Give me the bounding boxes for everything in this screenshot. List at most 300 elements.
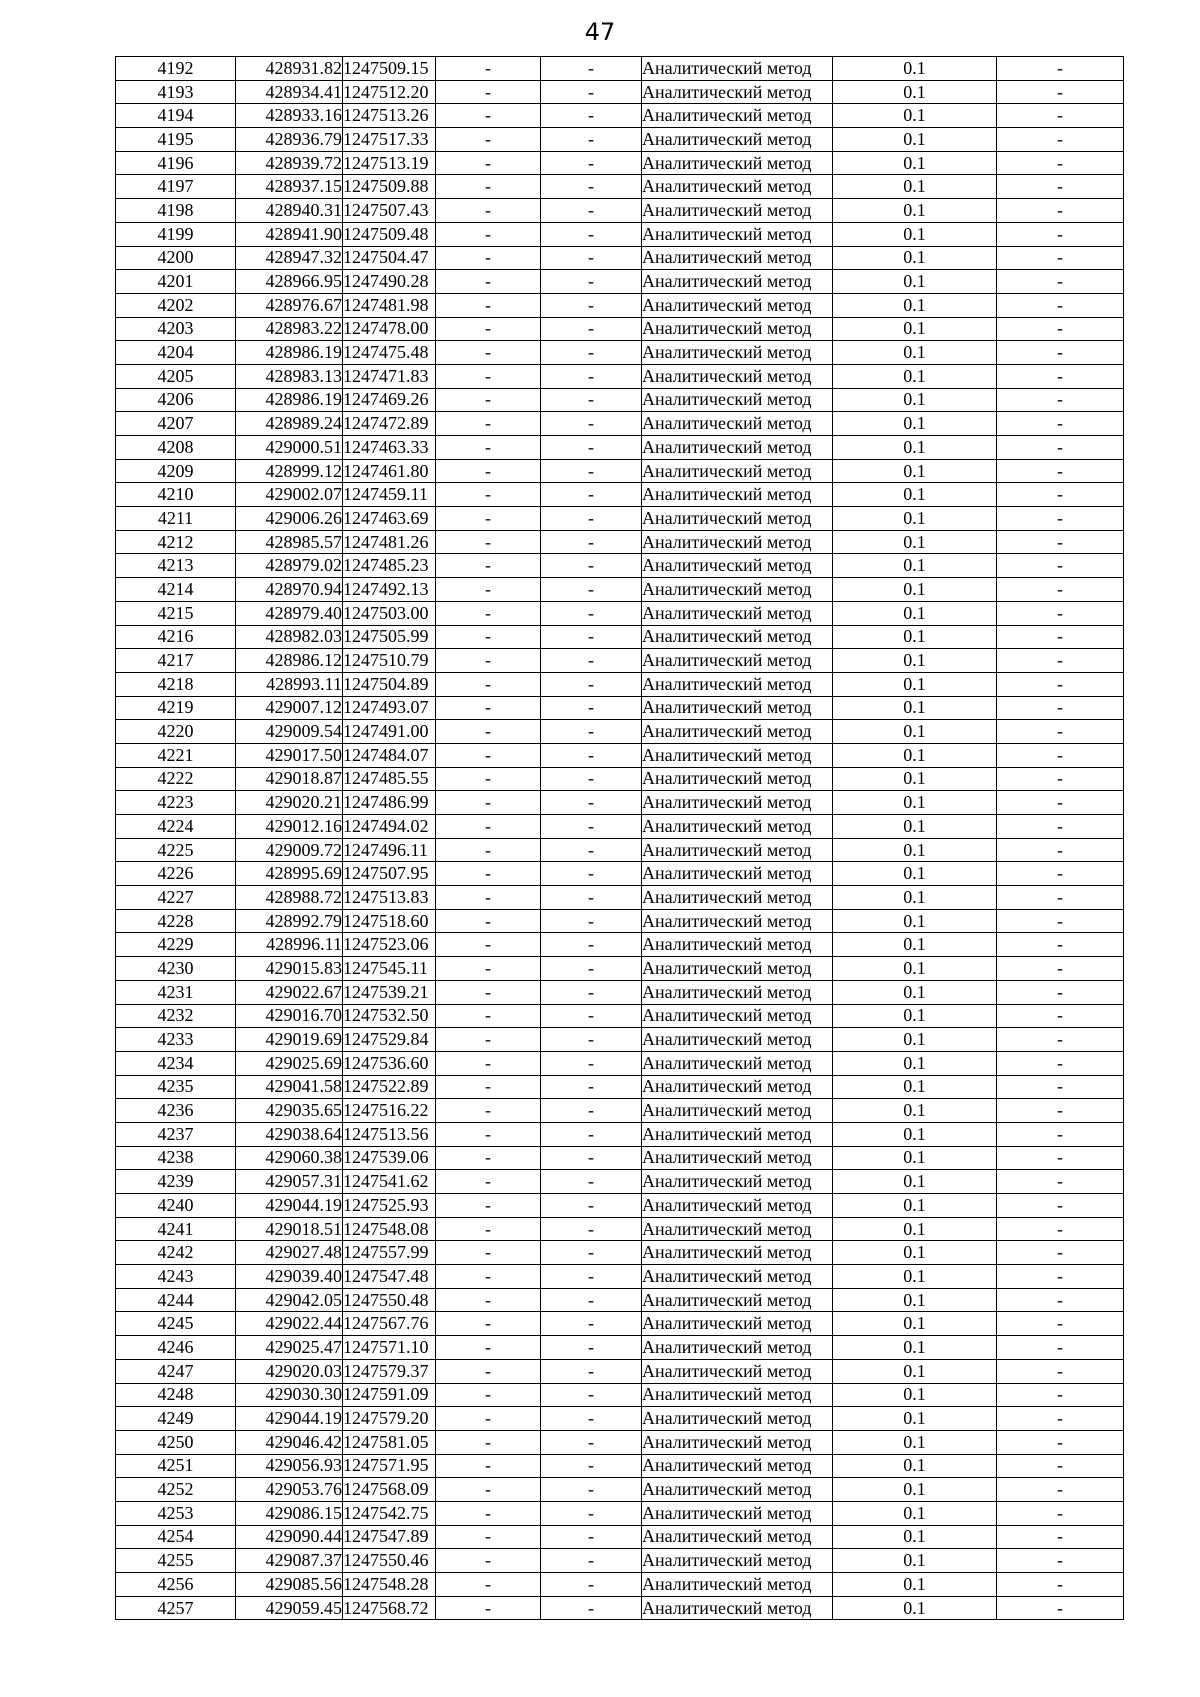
precision-cell: 0.1 bbox=[833, 412, 997, 436]
y-coordinate-cell: 1247529.84 bbox=[343, 1028, 436, 1052]
method-cell: Аналитический метод bbox=[642, 530, 833, 554]
x-coordinate-cell: 429044.19 bbox=[236, 1407, 343, 1431]
x-coordinate-cell: 429002.07 bbox=[236, 483, 343, 507]
y-coordinate-cell: 1247547.48 bbox=[343, 1265, 436, 1289]
empty-value-cell: - bbox=[997, 436, 1124, 460]
method-cell: Аналитический метод bbox=[642, 720, 833, 744]
precision-cell: 0.1 bbox=[833, 1194, 997, 1218]
empty-value-cell: - bbox=[541, 530, 642, 554]
point-number-cell: 4205 bbox=[116, 364, 236, 388]
table-row bbox=[116, 980, 1124, 1004]
table-row bbox=[116, 909, 1124, 933]
empty-value-cell: - bbox=[997, 412, 1124, 436]
empty-value-cell: - bbox=[436, 1217, 541, 1241]
y-coordinate-cell: 1247507.43 bbox=[343, 199, 436, 223]
table-row bbox=[116, 720, 1124, 744]
empty-value-cell: - bbox=[436, 838, 541, 862]
point-number-cell: 4198 bbox=[116, 199, 236, 223]
point-number-cell: 4252 bbox=[116, 1478, 236, 1502]
method-cell: Аналитический метод bbox=[642, 459, 833, 483]
point-number-cell: 4245 bbox=[116, 1312, 236, 1336]
precision-cell: 0.1 bbox=[833, 364, 997, 388]
x-coordinate-cell: 428988.72 bbox=[236, 886, 343, 910]
empty-value-cell: - bbox=[436, 1383, 541, 1407]
empty-value-cell: - bbox=[436, 364, 541, 388]
empty-value-cell: - bbox=[997, 767, 1124, 791]
point-number-cell: 4230 bbox=[116, 957, 236, 981]
y-coordinate-cell: 1247545.11 bbox=[343, 957, 436, 981]
method-cell: Аналитический метод bbox=[642, 1501, 833, 1525]
table-row bbox=[116, 1430, 1124, 1454]
empty-value-cell: - bbox=[997, 1336, 1124, 1360]
x-coordinate-cell: 429018.51 bbox=[236, 1217, 343, 1241]
y-coordinate-cell: 1247571.95 bbox=[343, 1454, 436, 1478]
empty-value-cell: - bbox=[541, 199, 642, 223]
x-coordinate-cell: 429012.16 bbox=[236, 815, 343, 839]
method-cell: Аналитический метод bbox=[642, 1288, 833, 1312]
empty-value-cell: - bbox=[541, 767, 642, 791]
table-row bbox=[116, 578, 1124, 602]
empty-value-cell: - bbox=[436, 791, 541, 815]
empty-value-cell: - bbox=[436, 1051, 541, 1075]
y-coordinate-cell: 1247504.89 bbox=[343, 672, 436, 696]
empty-value-cell: - bbox=[541, 1359, 642, 1383]
table-row bbox=[116, 388, 1124, 412]
y-coordinate-cell: 1247463.33 bbox=[343, 436, 436, 460]
empty-value-cell: - bbox=[436, 1241, 541, 1265]
empty-value-cell: - bbox=[541, 364, 642, 388]
table-row bbox=[116, 57, 1124, 81]
empty-value-cell: - bbox=[436, 199, 541, 223]
empty-value-cell: - bbox=[997, 601, 1124, 625]
empty-value-cell: - bbox=[997, 720, 1124, 744]
empty-value-cell: - bbox=[436, 1146, 541, 1170]
empty-value-cell: - bbox=[541, 980, 642, 1004]
method-cell: Аналитический метод bbox=[642, 791, 833, 815]
empty-value-cell: - bbox=[436, 815, 541, 839]
page-number: 47 bbox=[584, 18, 616, 46]
x-coordinate-cell: 428933.16 bbox=[236, 104, 343, 128]
empty-value-cell: - bbox=[541, 601, 642, 625]
method-cell: Аналитический метод bbox=[642, 1028, 833, 1052]
method-cell: Аналитический метод bbox=[642, 957, 833, 981]
empty-value-cell: - bbox=[541, 1170, 642, 1194]
x-coordinate-cell: 429015.83 bbox=[236, 957, 343, 981]
empty-value-cell: - bbox=[436, 1099, 541, 1123]
y-coordinate-cell: 1247568.72 bbox=[343, 1596, 436, 1620]
empty-value-cell: - bbox=[436, 1454, 541, 1478]
precision-cell: 0.1 bbox=[833, 578, 997, 602]
point-number-cell: 4232 bbox=[116, 1004, 236, 1028]
point-number-cell: 4207 bbox=[116, 412, 236, 436]
table-row bbox=[116, 104, 1124, 128]
x-coordinate-cell: 429020.03 bbox=[236, 1359, 343, 1383]
precision-cell: 0.1 bbox=[833, 1217, 997, 1241]
x-coordinate-cell: 429085.56 bbox=[236, 1573, 343, 1597]
point-number-cell: 4214 bbox=[116, 578, 236, 602]
table-row bbox=[116, 175, 1124, 199]
point-number-cell: 4239 bbox=[116, 1170, 236, 1194]
precision-cell: 0.1 bbox=[833, 483, 997, 507]
point-number-cell: 4200 bbox=[116, 246, 236, 270]
x-coordinate-cell: 429009.72 bbox=[236, 838, 343, 862]
precision-cell: 0.1 bbox=[833, 459, 997, 483]
empty-value-cell: - bbox=[541, 1075, 642, 1099]
y-coordinate-cell: 1247513.56 bbox=[343, 1122, 436, 1146]
point-number-cell: 4215 bbox=[116, 601, 236, 625]
x-coordinate-cell: 429009.54 bbox=[236, 720, 343, 744]
method-cell: Аналитический метод bbox=[642, 862, 833, 886]
table-row bbox=[116, 1122, 1124, 1146]
table-row bbox=[116, 1407, 1124, 1431]
x-coordinate-cell: 429039.40 bbox=[236, 1265, 343, 1289]
point-number-cell: 4193 bbox=[116, 80, 236, 104]
precision-cell: 0.1 bbox=[833, 601, 997, 625]
point-number-cell: 4219 bbox=[116, 696, 236, 720]
table-row bbox=[116, 625, 1124, 649]
method-cell: Аналитический метод bbox=[642, 1596, 833, 1620]
empty-value-cell: - bbox=[436, 1028, 541, 1052]
empty-value-cell: - bbox=[997, 1407, 1124, 1431]
empty-value-cell: - bbox=[997, 1194, 1124, 1218]
x-coordinate-cell: 429019.69 bbox=[236, 1028, 343, 1052]
empty-value-cell: - bbox=[436, 412, 541, 436]
method-cell: Аналитический метод bbox=[642, 341, 833, 365]
point-number-cell: 4251 bbox=[116, 1454, 236, 1478]
y-coordinate-cell: 1247505.99 bbox=[343, 625, 436, 649]
method-cell: Аналитический метод bbox=[642, 1407, 833, 1431]
empty-value-cell: - bbox=[436, 341, 541, 365]
x-coordinate-cell: 428993.11 bbox=[236, 672, 343, 696]
table-row bbox=[116, 436, 1124, 460]
empty-value-cell: - bbox=[436, 720, 541, 744]
point-number-cell: 4192 bbox=[116, 57, 236, 81]
y-coordinate-cell: 1247548.28 bbox=[343, 1573, 436, 1597]
y-coordinate-cell: 1247557.99 bbox=[343, 1241, 436, 1265]
precision-cell: 0.1 bbox=[833, 1525, 997, 1549]
empty-value-cell: - bbox=[436, 1288, 541, 1312]
precision-cell: 0.1 bbox=[833, 1430, 997, 1454]
x-coordinate-cell: 429060.38 bbox=[236, 1146, 343, 1170]
empty-value-cell: - bbox=[436, 743, 541, 767]
point-number-cell: 4227 bbox=[116, 886, 236, 910]
empty-value-cell: - bbox=[541, 1454, 642, 1478]
method-cell: Аналитический метод bbox=[642, 601, 833, 625]
empty-value-cell: - bbox=[997, 57, 1124, 81]
empty-value-cell: - bbox=[541, 1596, 642, 1620]
empty-value-cell: - bbox=[541, 1051, 642, 1075]
table-row bbox=[116, 1028, 1124, 1052]
empty-value-cell: - bbox=[436, 57, 541, 81]
empty-value-cell: - bbox=[541, 459, 642, 483]
method-cell: Аналитический метод bbox=[642, 1525, 833, 1549]
precision-cell: 0.1 bbox=[833, 625, 997, 649]
empty-value-cell: - bbox=[997, 1051, 1124, 1075]
precision-cell: 0.1 bbox=[833, 815, 997, 839]
empty-value-cell: - bbox=[541, 933, 642, 957]
x-coordinate-cell: 429007.12 bbox=[236, 696, 343, 720]
point-number-cell: 4216 bbox=[116, 625, 236, 649]
table-row bbox=[116, 1075, 1124, 1099]
y-coordinate-cell: 1247571.10 bbox=[343, 1336, 436, 1360]
empty-value-cell: - bbox=[541, 1383, 642, 1407]
method-cell: Аналитический метод bbox=[642, 128, 833, 152]
empty-value-cell: - bbox=[541, 341, 642, 365]
precision-cell: 0.1 bbox=[833, 886, 997, 910]
point-number-cell: 4194 bbox=[116, 104, 236, 128]
empty-value-cell: - bbox=[436, 909, 541, 933]
x-coordinate-cell: 428966.95 bbox=[236, 270, 343, 294]
method-cell: Аналитический метод bbox=[642, 696, 833, 720]
precision-cell: 0.1 bbox=[833, 554, 997, 578]
empty-value-cell: - bbox=[436, 104, 541, 128]
method-cell: Аналитический метод bbox=[642, 175, 833, 199]
empty-value-cell: - bbox=[997, 1573, 1124, 1597]
table-row bbox=[116, 412, 1124, 436]
empty-value-cell: - bbox=[436, 293, 541, 317]
empty-value-cell: - bbox=[541, 1288, 642, 1312]
empty-value-cell: - bbox=[997, 317, 1124, 341]
empty-value-cell: - bbox=[541, 388, 642, 412]
precision-cell: 0.1 bbox=[833, 341, 997, 365]
y-coordinate-cell: 1247525.93 bbox=[343, 1194, 436, 1218]
empty-value-cell: - bbox=[997, 625, 1124, 649]
precision-cell: 0.1 bbox=[833, 1478, 997, 1502]
y-coordinate-cell: 1247513.83 bbox=[343, 886, 436, 910]
method-cell: Аналитический метод bbox=[642, 554, 833, 578]
empty-value-cell: - bbox=[541, 578, 642, 602]
method-cell: Аналитический метод bbox=[642, 270, 833, 294]
table-row bbox=[116, 1336, 1124, 1360]
y-coordinate-cell: 1247492.13 bbox=[343, 578, 436, 602]
x-coordinate-cell: 428934.41 bbox=[236, 80, 343, 104]
point-number-cell: 4235 bbox=[116, 1075, 236, 1099]
point-number-cell: 4237 bbox=[116, 1122, 236, 1146]
point-number-cell: 4211 bbox=[116, 507, 236, 531]
empty-value-cell: - bbox=[541, 1336, 642, 1360]
empty-value-cell: - bbox=[997, 1075, 1124, 1099]
table-row bbox=[116, 1146, 1124, 1170]
empty-value-cell: - bbox=[436, 554, 541, 578]
table-row bbox=[116, 815, 1124, 839]
empty-value-cell: - bbox=[541, 1501, 642, 1525]
point-number-cell: 4217 bbox=[116, 649, 236, 673]
precision-cell: 0.1 bbox=[833, 862, 997, 886]
method-cell: Аналитический метод bbox=[642, 1075, 833, 1099]
empty-value-cell: - bbox=[541, 743, 642, 767]
method-cell: Аналитический метод bbox=[642, 412, 833, 436]
empty-value-cell: - bbox=[541, 1004, 642, 1028]
empty-value-cell: - bbox=[997, 270, 1124, 294]
y-coordinate-cell: 1247541.62 bbox=[343, 1170, 436, 1194]
point-number-cell: 4195 bbox=[116, 128, 236, 152]
empty-value-cell: - bbox=[436, 980, 541, 1004]
y-coordinate-cell: 1247523.06 bbox=[343, 933, 436, 957]
empty-value-cell: - bbox=[436, 1525, 541, 1549]
empty-value-cell: - bbox=[541, 1146, 642, 1170]
precision-cell: 0.1 bbox=[833, 1241, 997, 1265]
method-cell: Аналитический метод bbox=[642, 293, 833, 317]
method-cell: Аналитический метод bbox=[642, 1383, 833, 1407]
table-row bbox=[116, 1194, 1124, 1218]
precision-cell: 0.1 bbox=[833, 317, 997, 341]
method-cell: Аналитический метод bbox=[642, 199, 833, 223]
x-coordinate-cell: 429046.42 bbox=[236, 1430, 343, 1454]
empty-value-cell: - bbox=[541, 1407, 642, 1431]
table-row bbox=[116, 1004, 1124, 1028]
empty-value-cell: - bbox=[436, 1004, 541, 1028]
empty-value-cell: - bbox=[541, 436, 642, 460]
method-cell: Аналитический метод bbox=[642, 1478, 833, 1502]
table-row bbox=[116, 1170, 1124, 1194]
method-cell: Аналитический метод bbox=[642, 151, 833, 175]
point-number-cell: 4202 bbox=[116, 293, 236, 317]
y-coordinate-cell: 1247579.37 bbox=[343, 1359, 436, 1383]
empty-value-cell: - bbox=[541, 1525, 642, 1549]
y-coordinate-cell: 1247522.89 bbox=[343, 1075, 436, 1099]
precision-cell: 0.1 bbox=[833, 980, 997, 1004]
point-number-cell: 4225 bbox=[116, 838, 236, 862]
precision-cell: 0.1 bbox=[833, 151, 997, 175]
empty-value-cell: - bbox=[436, 530, 541, 554]
empty-value-cell: - bbox=[436, 80, 541, 104]
table-row bbox=[116, 459, 1124, 483]
x-coordinate-cell: 429087.37 bbox=[236, 1549, 343, 1573]
precision-cell: 0.1 bbox=[833, 933, 997, 957]
y-coordinate-cell: 1247494.02 bbox=[343, 815, 436, 839]
empty-value-cell: - bbox=[997, 222, 1124, 246]
x-coordinate-cell: 428976.67 bbox=[236, 293, 343, 317]
method-cell: Аналитический метод bbox=[642, 483, 833, 507]
table-row bbox=[116, 886, 1124, 910]
precision-cell: 0.1 bbox=[833, 128, 997, 152]
empty-value-cell: - bbox=[436, 1430, 541, 1454]
method-cell: Аналитический метод bbox=[642, 1549, 833, 1573]
x-coordinate-cell: 428995.69 bbox=[236, 862, 343, 886]
empty-value-cell: - bbox=[541, 1241, 642, 1265]
empty-value-cell: - bbox=[436, 246, 541, 270]
x-coordinate-cell: 428979.40 bbox=[236, 601, 343, 625]
point-number-cell: 4244 bbox=[116, 1288, 236, 1312]
y-coordinate-cell: 1247567.76 bbox=[343, 1312, 436, 1336]
empty-value-cell: - bbox=[997, 838, 1124, 862]
empty-value-cell: - bbox=[997, 1430, 1124, 1454]
empty-value-cell: - bbox=[541, 317, 642, 341]
empty-value-cell: - bbox=[541, 838, 642, 862]
y-coordinate-cell: 1247471.83 bbox=[343, 364, 436, 388]
table-row bbox=[116, 1454, 1124, 1478]
empty-value-cell: - bbox=[436, 957, 541, 981]
x-coordinate-cell: 429030.30 bbox=[236, 1383, 343, 1407]
empty-value-cell: - bbox=[541, 625, 642, 649]
y-coordinate-cell: 1247509.15 bbox=[343, 57, 436, 81]
method-cell: Аналитический метод bbox=[642, 625, 833, 649]
empty-value-cell: - bbox=[436, 1336, 541, 1360]
x-coordinate-cell: 429057.31 bbox=[236, 1170, 343, 1194]
table-row bbox=[116, 649, 1124, 673]
empty-value-cell: - bbox=[436, 767, 541, 791]
empty-value-cell: - bbox=[997, 649, 1124, 673]
point-number-cell: 4250 bbox=[116, 1430, 236, 1454]
y-coordinate-cell: 1247469.26 bbox=[343, 388, 436, 412]
table-row bbox=[116, 554, 1124, 578]
empty-value-cell: - bbox=[997, 1122, 1124, 1146]
precision-cell: 0.1 bbox=[833, 1265, 997, 1289]
empty-value-cell: - bbox=[997, 1217, 1124, 1241]
table-row bbox=[116, 1099, 1124, 1123]
point-number-cell: 4255 bbox=[116, 1549, 236, 1573]
empty-value-cell: - bbox=[997, 1596, 1124, 1620]
precision-cell: 0.1 bbox=[833, 507, 997, 531]
empty-value-cell: - bbox=[997, 578, 1124, 602]
point-number-cell: 4221 bbox=[116, 743, 236, 767]
x-coordinate-cell: 428947.32 bbox=[236, 246, 343, 270]
x-coordinate-cell: 428992.79 bbox=[236, 909, 343, 933]
precision-cell: 0.1 bbox=[833, 649, 997, 673]
y-coordinate-cell: 1247481.26 bbox=[343, 530, 436, 554]
method-cell: Аналитический метод bbox=[642, 1573, 833, 1597]
empty-value-cell: - bbox=[436, 1549, 541, 1573]
table-row bbox=[116, 293, 1124, 317]
point-number-cell: 4240 bbox=[116, 1194, 236, 1218]
empty-value-cell: - bbox=[997, 791, 1124, 815]
x-coordinate-cell: 428940.31 bbox=[236, 199, 343, 223]
empty-value-cell: - bbox=[997, 1478, 1124, 1502]
method-cell: Аналитический метод bbox=[642, 1336, 833, 1360]
precision-cell: 0.1 bbox=[833, 1075, 997, 1099]
y-coordinate-cell: 1247510.79 bbox=[343, 649, 436, 673]
y-coordinate-cell: 1247493.07 bbox=[343, 696, 436, 720]
empty-value-cell: - bbox=[997, 980, 1124, 1004]
table-row bbox=[116, 80, 1124, 104]
empty-value-cell: - bbox=[541, 270, 642, 294]
x-coordinate-cell: 428983.22 bbox=[236, 317, 343, 341]
method-cell: Аналитический метод bbox=[642, 649, 833, 673]
empty-value-cell: - bbox=[541, 507, 642, 531]
point-number-cell: 4253 bbox=[116, 1501, 236, 1525]
empty-value-cell: - bbox=[997, 1099, 1124, 1123]
x-coordinate-cell: 429059.45 bbox=[236, 1596, 343, 1620]
method-cell: Аналитический метод bbox=[642, 838, 833, 862]
method-cell: Аналитический метод bbox=[642, 767, 833, 791]
empty-value-cell: - bbox=[436, 388, 541, 412]
empty-value-cell: - bbox=[541, 412, 642, 436]
y-coordinate-cell: 1247579.20 bbox=[343, 1407, 436, 1431]
precision-cell: 0.1 bbox=[833, 957, 997, 981]
empty-value-cell: - bbox=[541, 672, 642, 696]
empty-value-cell: - bbox=[436, 1122, 541, 1146]
table-row bbox=[116, 862, 1124, 886]
precision-cell: 0.1 bbox=[833, 1573, 997, 1597]
empty-value-cell: - bbox=[436, 696, 541, 720]
y-coordinate-cell: 1247472.89 bbox=[343, 412, 436, 436]
empty-value-cell: - bbox=[436, 459, 541, 483]
table-row bbox=[116, 601, 1124, 625]
empty-value-cell: - bbox=[997, 862, 1124, 886]
precision-cell: 0.1 bbox=[833, 909, 997, 933]
y-coordinate-cell: 1247591.09 bbox=[343, 1383, 436, 1407]
empty-value-cell: - bbox=[997, 909, 1124, 933]
x-coordinate-cell: 429020.21 bbox=[236, 791, 343, 815]
empty-value-cell: - bbox=[436, 601, 541, 625]
y-coordinate-cell: 1247509.88 bbox=[343, 175, 436, 199]
precision-cell: 0.1 bbox=[833, 1359, 997, 1383]
empty-value-cell: - bbox=[436, 270, 541, 294]
y-coordinate-cell: 1247550.48 bbox=[343, 1288, 436, 1312]
method-cell: Аналитический метод bbox=[642, 1194, 833, 1218]
point-number-cell: 4242 bbox=[116, 1241, 236, 1265]
method-cell: Аналитический метод bbox=[642, 886, 833, 910]
